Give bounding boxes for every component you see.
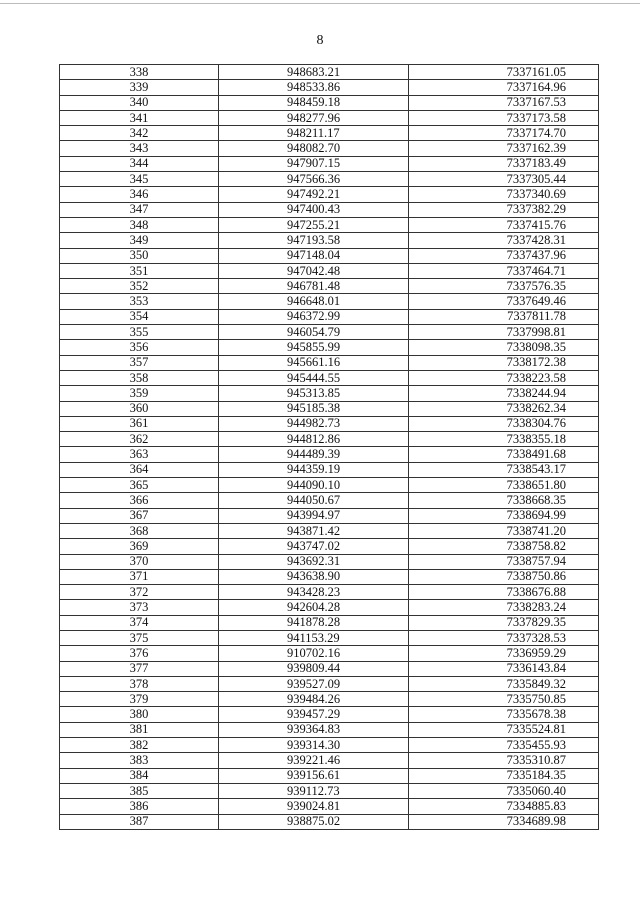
x-coordinate-cell: 943638.90 — [219, 569, 409, 584]
x-coordinate-cell: 939457.29 — [219, 707, 409, 722]
y-coordinate-cell: 7338750.86 — [409, 569, 599, 584]
x-coordinate-cell: 947566.36 — [219, 172, 409, 187]
scan-top-edge — [0, 3, 640, 4]
y-coordinate-cell: 7335184.35 — [409, 768, 599, 783]
table-row — [60, 294, 599, 309]
table-row — [60, 110, 599, 125]
point-number-cell: 340 — [60, 95, 219, 110]
table-row — [60, 340, 599, 355]
x-coordinate-cell: 948082.70 — [219, 141, 409, 156]
y-coordinate-cell: 7338543.17 — [409, 462, 599, 477]
x-coordinate-cell: 944050.67 — [219, 493, 409, 508]
point-number-cell: 366 — [60, 493, 219, 508]
point-number-cell: 367 — [60, 508, 219, 523]
table-row — [60, 814, 599, 829]
x-coordinate-cell: 944090.10 — [219, 478, 409, 493]
point-number-cell: 378 — [60, 676, 219, 691]
point-number-cell: 382 — [60, 738, 219, 753]
table-row — [60, 309, 599, 324]
coordinates-table-body — [60, 65, 599, 830]
point-number-cell: 353 — [60, 294, 219, 309]
y-coordinate-cell: 7338676.88 — [409, 585, 599, 600]
y-coordinate-cell: 7337173.58 — [409, 110, 599, 125]
table-row — [60, 600, 599, 615]
table-row — [60, 141, 599, 156]
table-row — [60, 80, 599, 95]
y-coordinate-cell: 7335060.40 — [409, 783, 599, 798]
y-coordinate-cell: 7337305.44 — [409, 172, 599, 187]
point-number-cell: 359 — [60, 386, 219, 401]
x-coordinate-cell: 945661.16 — [219, 355, 409, 370]
x-coordinate-cell: 944359.19 — [219, 462, 409, 477]
table-row — [60, 783, 599, 798]
table-row — [60, 462, 599, 477]
y-coordinate-cell: 7337428.31 — [409, 233, 599, 248]
x-coordinate-cell: 948277.96 — [219, 110, 409, 125]
point-number-cell: 365 — [60, 478, 219, 493]
table-row — [60, 738, 599, 753]
table-row — [60, 325, 599, 340]
point-number-cell: 369 — [60, 539, 219, 554]
point-number-cell: 345 — [60, 172, 219, 187]
x-coordinate-cell: 946372.99 — [219, 309, 409, 324]
table-row — [60, 554, 599, 569]
point-number-cell: 387 — [60, 814, 219, 829]
table-row — [60, 447, 599, 462]
y-coordinate-cell: 7335455.93 — [409, 738, 599, 753]
table-row — [60, 217, 599, 232]
y-coordinate-cell: 7338098.35 — [409, 340, 599, 355]
y-coordinate-cell: 7337167.53 — [409, 95, 599, 110]
table-row — [60, 569, 599, 584]
x-coordinate-cell: 947492.21 — [219, 187, 409, 202]
y-coordinate-cell: 7337164.96 — [409, 80, 599, 95]
x-coordinate-cell: 948459.18 — [219, 95, 409, 110]
point-number-cell: 372 — [60, 585, 219, 600]
y-coordinate-cell: 7337811.78 — [409, 309, 599, 324]
x-coordinate-cell: 948211.17 — [219, 126, 409, 141]
table-row — [60, 126, 599, 141]
y-coordinate-cell: 7336959.29 — [409, 646, 599, 661]
point-number-cell: 364 — [60, 462, 219, 477]
point-number-cell: 339 — [60, 80, 219, 95]
point-number-cell: 368 — [60, 523, 219, 538]
x-coordinate-cell: 938875.02 — [219, 814, 409, 829]
table-row — [60, 263, 599, 278]
x-coordinate-cell: 943994.97 — [219, 508, 409, 523]
point-number-cell: 379 — [60, 692, 219, 707]
x-coordinate-cell: 943428.23 — [219, 585, 409, 600]
table-row — [60, 676, 599, 691]
x-coordinate-cell: 947400.43 — [219, 202, 409, 217]
y-coordinate-cell: 7338223.58 — [409, 370, 599, 385]
point-number-cell: 386 — [60, 799, 219, 814]
x-coordinate-cell: 946648.01 — [219, 294, 409, 309]
y-coordinate-cell: 7337415.76 — [409, 217, 599, 232]
point-number-cell: 381 — [60, 722, 219, 737]
y-coordinate-cell: 7337183.49 — [409, 156, 599, 171]
table-row — [60, 661, 599, 676]
x-coordinate-cell: 946781.48 — [219, 279, 409, 294]
table-row — [60, 432, 599, 447]
point-number-cell: 383 — [60, 753, 219, 768]
x-coordinate-cell: 939221.46 — [219, 753, 409, 768]
x-coordinate-cell: 939314.30 — [219, 738, 409, 753]
point-number-cell: 349 — [60, 233, 219, 248]
x-coordinate-cell: 944982.73 — [219, 416, 409, 431]
point-number-cell: 374 — [60, 615, 219, 630]
table-row — [60, 692, 599, 707]
point-number-cell: 350 — [60, 248, 219, 263]
x-coordinate-cell: 948533.86 — [219, 80, 409, 95]
x-coordinate-cell: 944489.39 — [219, 447, 409, 462]
x-coordinate-cell: 945444.55 — [219, 370, 409, 385]
y-coordinate-cell: 7336143.84 — [409, 661, 599, 676]
y-coordinate-cell: 7337464.71 — [409, 263, 599, 278]
point-number-cell: 373 — [60, 600, 219, 615]
point-number-cell: 348 — [60, 217, 219, 232]
point-number-cell: 361 — [60, 416, 219, 431]
y-coordinate-cell: 7337829.35 — [409, 615, 599, 630]
point-number-cell: 346 — [60, 187, 219, 202]
y-coordinate-cell: 7338304.76 — [409, 416, 599, 431]
x-coordinate-cell: 943747.02 — [219, 539, 409, 554]
table-row — [60, 585, 599, 600]
y-coordinate-cell: 7338491.68 — [409, 447, 599, 462]
point-number-cell: 355 — [60, 325, 219, 340]
point-number-cell: 347 — [60, 202, 219, 217]
table-row — [60, 478, 599, 493]
x-coordinate-cell: 947907.15 — [219, 156, 409, 171]
point-number-cell: 352 — [60, 279, 219, 294]
point-number-cell: 357 — [60, 355, 219, 370]
y-coordinate-cell: 7337576.35 — [409, 279, 599, 294]
x-coordinate-cell: 948683.21 — [219, 65, 409, 80]
x-coordinate-cell: 939484.26 — [219, 692, 409, 707]
y-coordinate-cell: 7338651.80 — [409, 478, 599, 493]
y-coordinate-cell: 7338757.94 — [409, 554, 599, 569]
x-coordinate-cell: 947193.58 — [219, 233, 409, 248]
y-coordinate-cell: 7337998.81 — [409, 325, 599, 340]
table-row — [60, 248, 599, 263]
table-row — [60, 156, 599, 171]
table-row — [60, 707, 599, 722]
point-number-cell: 362 — [60, 432, 219, 447]
x-coordinate-cell: 941153.29 — [219, 630, 409, 645]
point-number-cell: 376 — [60, 646, 219, 661]
y-coordinate-cell: 7337328.53 — [409, 630, 599, 645]
point-number-cell: 354 — [60, 309, 219, 324]
table-row — [60, 753, 599, 768]
page-number: 8 — [316, 33, 324, 48]
table-row — [60, 355, 599, 370]
y-coordinate-cell: 7338668.35 — [409, 493, 599, 508]
table-row — [60, 95, 599, 110]
point-number-cell: 380 — [60, 707, 219, 722]
point-number-cell: 338 — [60, 65, 219, 80]
point-number-cell: 344 — [60, 156, 219, 171]
y-coordinate-cell: 7337340.69 — [409, 187, 599, 202]
x-coordinate-cell: 942604.28 — [219, 600, 409, 615]
y-coordinate-cell: 7335310.87 — [409, 753, 599, 768]
table-row — [60, 172, 599, 187]
point-number-cell: 384 — [60, 768, 219, 783]
x-coordinate-cell: 945855.99 — [219, 340, 409, 355]
x-coordinate-cell: 946054.79 — [219, 325, 409, 340]
y-coordinate-cell: 7337437.96 — [409, 248, 599, 263]
table-row — [60, 523, 599, 538]
y-coordinate-cell: 7335849.32 — [409, 676, 599, 691]
table-row — [60, 493, 599, 508]
coordinates-table — [59, 64, 599, 830]
y-coordinate-cell: 7338694.99 — [409, 508, 599, 523]
table-row — [60, 65, 599, 80]
x-coordinate-cell: 944812.86 — [219, 432, 409, 447]
y-coordinate-cell: 7338355.18 — [409, 432, 599, 447]
point-number-cell: 363 — [60, 447, 219, 462]
x-coordinate-cell: 945185.38 — [219, 401, 409, 416]
table-row — [60, 370, 599, 385]
y-coordinate-cell: 7337162.39 — [409, 141, 599, 156]
table-row — [60, 202, 599, 217]
point-number-cell: 385 — [60, 783, 219, 798]
table-row — [60, 187, 599, 202]
y-coordinate-cell: 7338741.20 — [409, 523, 599, 538]
x-coordinate-cell: 947255.21 — [219, 217, 409, 232]
table-row — [60, 539, 599, 554]
y-coordinate-cell: 7337161.05 — [409, 65, 599, 80]
x-coordinate-cell: 939156.61 — [219, 768, 409, 783]
point-number-cell: 342 — [60, 126, 219, 141]
table-row — [60, 508, 599, 523]
x-coordinate-cell: 943692.31 — [219, 554, 409, 569]
table-row — [60, 768, 599, 783]
table-row — [60, 401, 599, 416]
y-coordinate-cell: 7335678.38 — [409, 707, 599, 722]
table-row — [60, 646, 599, 661]
x-coordinate-cell: 947148.04 — [219, 248, 409, 263]
table-row — [60, 615, 599, 630]
x-coordinate-cell: 939809.44 — [219, 661, 409, 676]
y-coordinate-cell: 7338244.94 — [409, 386, 599, 401]
table-row — [60, 416, 599, 431]
y-coordinate-cell: 7338758.82 — [409, 539, 599, 554]
x-coordinate-cell: 945313.85 — [219, 386, 409, 401]
x-coordinate-cell: 939112.73 — [219, 783, 409, 798]
y-coordinate-cell: 7335750.85 — [409, 692, 599, 707]
x-coordinate-cell: 939364.83 — [219, 722, 409, 737]
point-number-cell: 343 — [60, 141, 219, 156]
x-coordinate-cell: 941878.28 — [219, 615, 409, 630]
table-row — [60, 386, 599, 401]
y-coordinate-cell: 7337174.70 — [409, 126, 599, 141]
point-number-cell: 377 — [60, 661, 219, 676]
point-number-cell: 351 — [60, 263, 219, 278]
point-number-cell: 375 — [60, 630, 219, 645]
x-coordinate-cell: 939527.09 — [219, 676, 409, 691]
table-row — [60, 630, 599, 645]
table-row — [60, 722, 599, 737]
x-coordinate-cell: 910702.16 — [219, 646, 409, 661]
y-coordinate-cell: 7338283.24 — [409, 600, 599, 615]
point-number-cell: 360 — [60, 401, 219, 416]
x-coordinate-cell: 943871.42 — [219, 523, 409, 538]
x-coordinate-cell: 939024.81 — [219, 799, 409, 814]
x-coordinate-cell: 947042.48 — [219, 263, 409, 278]
point-number-cell: 370 — [60, 554, 219, 569]
y-coordinate-cell: 7337649.46 — [409, 294, 599, 309]
y-coordinate-cell: 7338262.34 — [409, 401, 599, 416]
point-number-cell: 356 — [60, 340, 219, 355]
point-number-cell: 371 — [60, 569, 219, 584]
y-coordinate-cell: 7334885.83 — [409, 799, 599, 814]
point-number-cell: 358 — [60, 370, 219, 385]
table-row — [60, 799, 599, 814]
y-coordinate-cell: 7335524.81 — [409, 722, 599, 737]
point-number-cell: 341 — [60, 110, 219, 125]
table-row — [60, 279, 599, 294]
y-coordinate-cell: 7337382.29 — [409, 202, 599, 217]
y-coordinate-cell: 7338172.38 — [409, 355, 599, 370]
table-row — [60, 233, 599, 248]
y-coordinate-cell: 7334689.98 — [409, 814, 599, 829]
